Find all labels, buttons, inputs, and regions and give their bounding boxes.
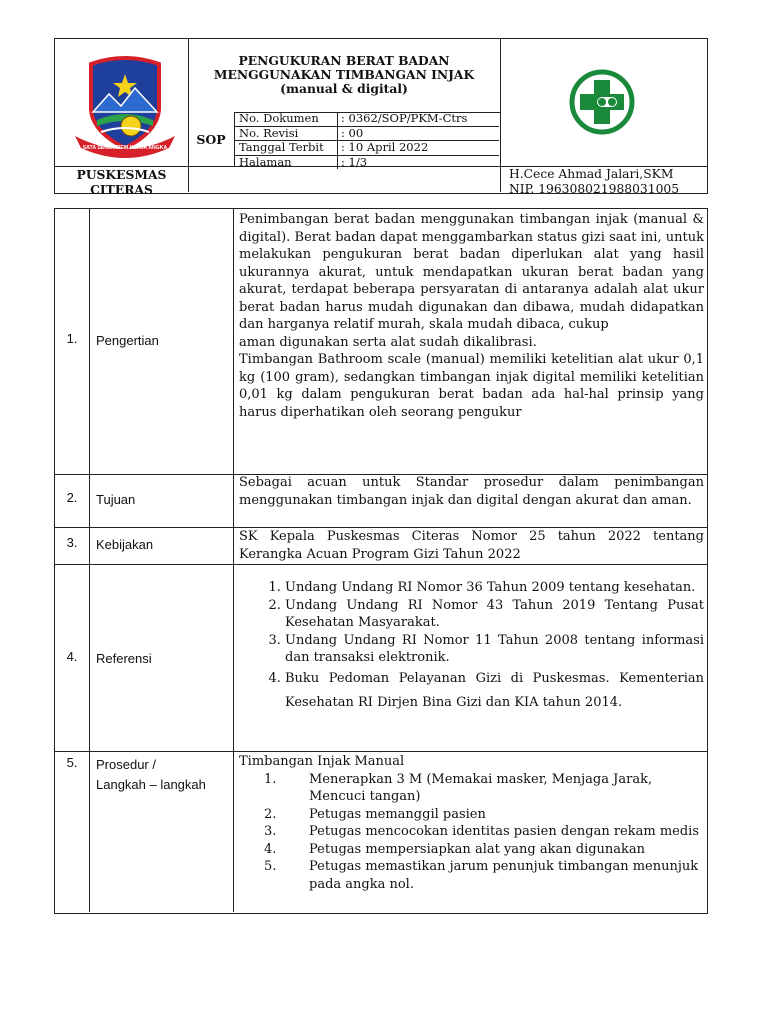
list-item: 2. Undang Undang RI Nomor 43 Tahun 2019 Tentang Pusat Kesehatan Masyarakat. [285,597,704,632]
list-item: 3. Petugas mencocokan identitas pasien dengan rekam medis [264,824,700,839]
list-item: 4. Buku Pedoman Pelayanan Gizi di Puskesmas. Kementerian Kesehatan RI Dirjen Bina Gizi dan KIA tahun 2014. [285,667,704,715]
list-item: 2. Petugas memanggil pasien [264,806,486,822]
puskesmas-name: PUSKESMAS CITERAS [76,167,167,197]
row-label-kebijakan: Kebijakan [96,537,154,552]
row-label-pengertian: Pengertian [96,333,159,348]
list-item: 1. Menerapkan 3 M (Memakai masker, Menjaga Jarak, Mencuci tangan) [264,771,653,804]
sop-title: PENGUKURAN BERAT BADAN MENGGUNAKAN TIMBANGAN INJAK (manual & digital) [213,53,475,96]
meta-row-halaman: Halaman : 1/3 [234,156,499,170]
referensi-list [239,579,704,715]
row-label-tujuan: Tujuan [96,492,136,507]
sop-header [54,38,708,197]
row-number: 5. [66,755,78,770]
meta-row-revisi: No. Revisi : 00 [234,127,499,142]
row-number: 1. [66,331,78,346]
prosedur-heading: Timbangan Injak Manual [239,754,405,769]
sop-label: SOP [196,131,226,147]
row-number: 4. [66,649,78,664]
puskesmas-logo [568,68,636,136]
list-item: 4. Petugas mempersiapkan alat yang akan digunakan [264,841,646,857]
list-item: 3. Undang Undang RI Nomor 11 Tahun 2008 tentang informasi dan transaksi elektronik. [285,632,704,667]
list-item: 5. Petugas memastikan jarum penunjuk timbangan menunjuk pada angka nol. [264,859,699,892]
logo-motto: SATA SENGTRIEM KERJA ANGKA [82,145,168,151]
kebijakan-text: SK Kepala Puskesmas Citeras Nomor 25 tahun 2022 tentang Kerangka Acuan Program Gizi Tahun 2022 [239,529,704,562]
signer-name: H.Cece Ahmad Jalari,SKM [509,167,674,181]
document-meta [234,112,499,169]
regional-emblem-logo [69,50,181,162]
row-label-prosedur: Prosedur / Langkah – langkah [96,757,206,792]
meta-row-dokumen: No. Dokumen : 0362/SOP/PKM-Ctrs [234,112,499,127]
tujuan-text: Sebagai acuan untuk Standar prosedur dalam penimbangan menggunakan timbangan injak dan digital dengan akurat dan aman. [239,475,704,508]
row-number: 2. [66,490,78,505]
list-item: 1. Undang Undang RI Nomor 36 Tahun 2009 tentang kesehatan. [285,579,704,597]
sop-content-table [54,208,708,914]
signer-nip: NIP. 196308021988031005 [509,182,680,196]
signer-block [509,166,679,197]
prosedur-steps [239,753,704,893]
row-number: 3. [66,535,78,550]
meta-row-tanggal: Tanggal Terbit : 10 April 2022 [234,141,499,156]
pengertian-text: Penimbangan berat badan menggunakan timbangan injak (manual & digital). Berat badan dapat menggambarkan status gizi saat ini, untuk melakukan pengukuran berat badan diperlukan alat yang hasil ukurannya akurat, untuk mendapatkan ukuran berat badan yang akurat, terdapat beberapa persyaratan di antaranya adalah alat ukur berat badan harus mudah digunakan dan dibawa, mudah didapatkan dan harganya relatif murah, skala mudah dibaca, cukup aman digunakan serta alat sudah dikalibrasi. Timbangan Bathroom scale (manual) memiliki ketelitian alat ukur 0,1 kg (100 gram), sedangkan timbangan injak digital memiliki ketelitian 0,01 kg dalam pengukuran berat badan ada hal-hal prinsip yang harus diperhatikan oleh seorang pengukur [239,212,704,420]
row-label-referensi: Referensi [96,651,152,666]
